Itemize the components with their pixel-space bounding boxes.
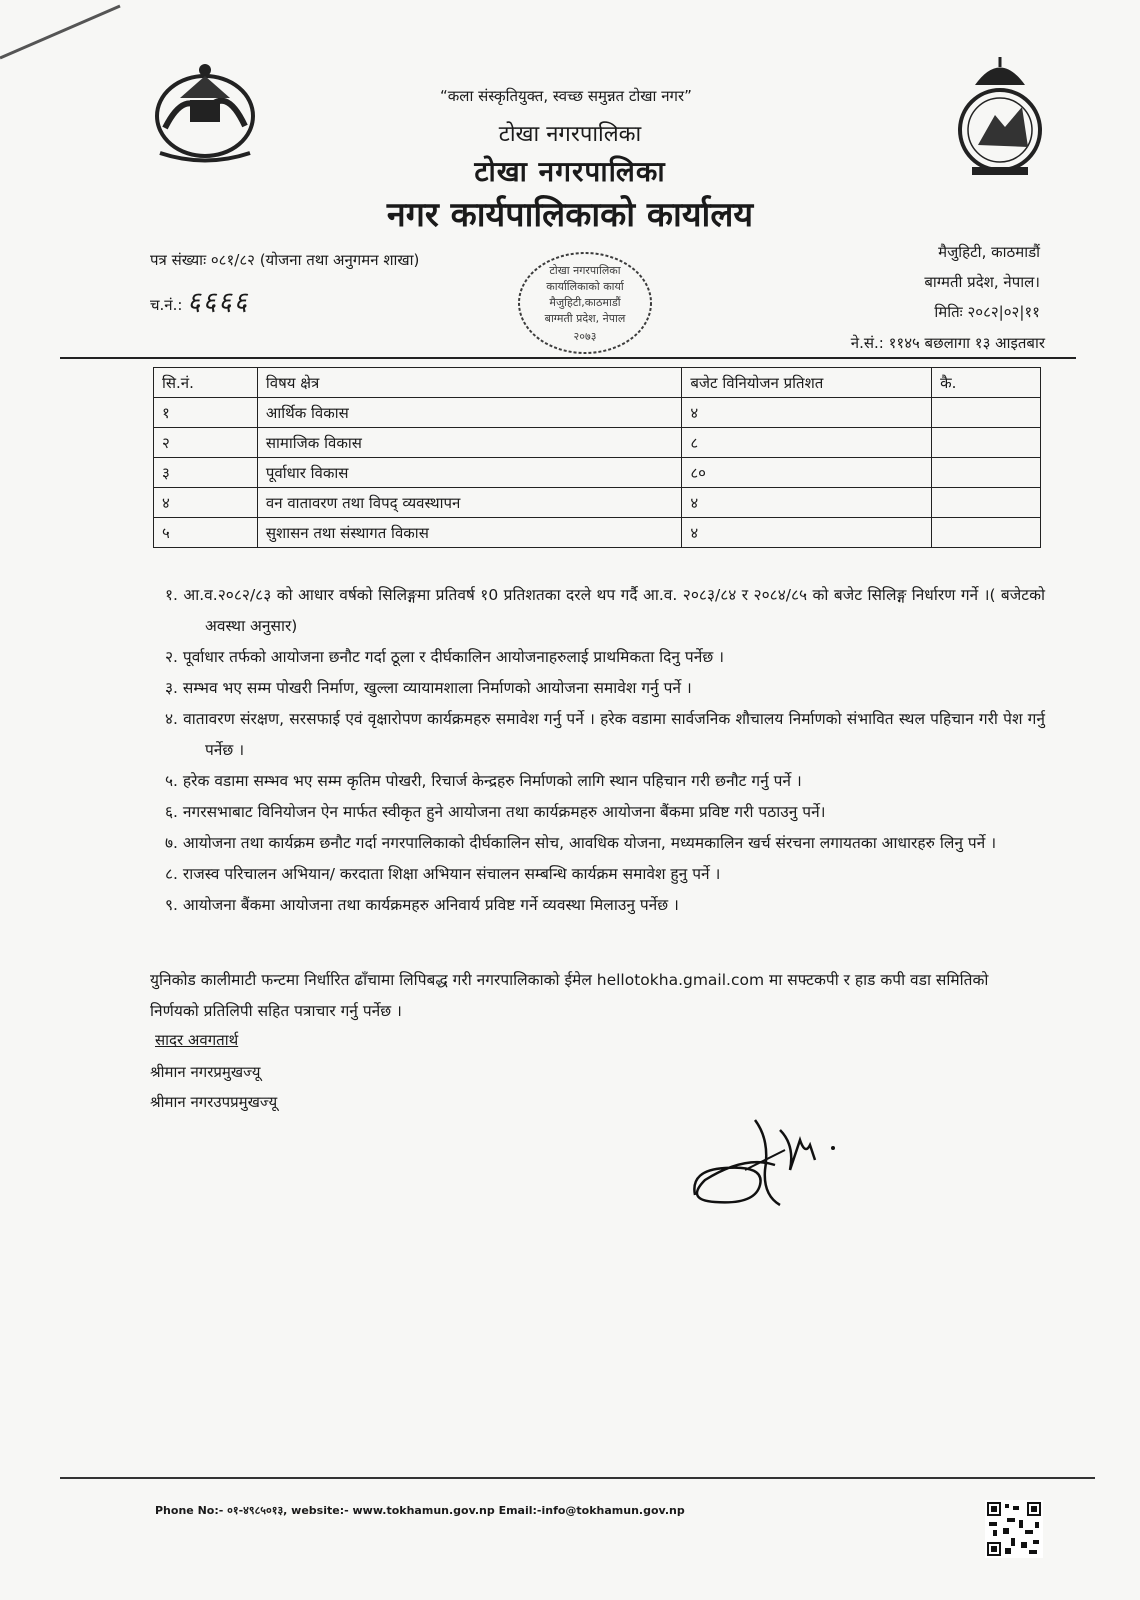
instruction-item: ६. नगरसभाबाट विनियोजन ऐन मार्फत स्वीकृत हुने आयोजना तथा कार्यक्रमहरु आयोजना बैंकमा प्रविष्ट गरी पठाउनु पर्ने। xyxy=(165,803,826,821)
cell-budget-percent: ४ xyxy=(682,398,932,428)
instruction-item: ४. वातावरण संरक्षण, सरसफाई एवं वृक्षारोपण कार्यक्रमहरु समावेश गर्नु पर्ने । हरेक वडामा सार्वजनिक शौचालय निर्माणको संभावित स्थल पहिचान गरी पेश गर्नु पर्नेछ । xyxy=(165,710,1045,759)
signature-icon xyxy=(685,1110,855,1220)
table-header-row xyxy=(154,368,1041,398)
column-header-budget-percent: बजेट विनियोजन प्रतिशत xyxy=(682,368,932,398)
cc-recipient: श्रीमान नगरप्रमुखज्यू xyxy=(150,1063,261,1081)
instruction-item: ३. सम्भव भए सम्म पोखरी निर्माण, खुल्ला व्यायामशाला निर्माणको आयोजना समावेश गर्नु पर्ने । xyxy=(165,679,692,697)
instruction-item: ९. आयोजना बैंकमा आयोजना तथा कार्यक्रमहरु अनिवार्य प्रविष्ट गर्ने व्यवस्था मिलाउनु पर्नेछ । xyxy=(165,896,679,914)
instructions-list xyxy=(165,580,1045,921)
cell-sector: सामाजिक विकास xyxy=(257,428,681,458)
stamp-line: टोखा नगरपालिका xyxy=(549,264,621,277)
instruction-item: २. पूर्वाधार तर्फको आयोजना छनौट गर्दा ठूला र दीर्घकालिन आयोजनाहरुलाई प्राथमिकता दिनु पर्नेछ । xyxy=(165,648,724,666)
table-row xyxy=(154,458,1041,488)
header-divider xyxy=(60,357,1076,359)
cell-budget-percent: ४ xyxy=(682,518,932,548)
table-row xyxy=(154,398,1041,428)
table-row xyxy=(154,428,1041,458)
cc-recipient: श्रीमान नगरउपप्रमुखज्यू xyxy=(150,1093,278,1111)
dispatch-number: ६६६६ xyxy=(187,287,250,317)
cell-sector: सुशासन तथा संस्थागत विकास xyxy=(257,518,681,548)
cell-serial: ५ xyxy=(154,518,258,548)
municipality-motto: “कला संस्कृतियुक्त, स्वच्छ समुन्नत टोखा नगर” xyxy=(440,87,692,105)
cell-budget-percent: ८ xyxy=(682,428,932,458)
dispatch-label: च.नं.: xyxy=(150,296,183,314)
cell-sector: पूर्वाधार विकास xyxy=(257,458,681,488)
budget-allocation-table xyxy=(153,367,1041,548)
closing-paragraph: युनिकोड कालीमाटी फन्टमा निर्धारित ढाँचामा लिपिबद्ध गरी नगरपालिकाको ईमेल hellotokha.gmail.com मा सफ्टकपी र हाड कपी वडा समितिको निर्णयको प्रतिलिपी सहित पत्राचार गर्नु पर्नेछ । xyxy=(150,971,989,1020)
cell-remarks xyxy=(932,488,1041,518)
stamp-line: मैजुहिटी,काठमाडौं xyxy=(549,296,621,309)
footer-divider xyxy=(60,1477,1095,1479)
cell-remarks xyxy=(932,398,1041,428)
stamp-line: बाग्मती प्रदेश, नेपाल xyxy=(544,312,626,325)
table-row xyxy=(154,518,1041,548)
cell-remarks xyxy=(932,518,1041,548)
letter-date: मितिः २०८२|०२|११ xyxy=(934,303,1040,321)
scan-corner-mark xyxy=(0,0,130,60)
instruction-item: ८. राजस्व परिचालन अभियान/ करदाता शिक्षा अभियान संचालन सम्बन्धि कार्यक्रम समावेश हुनु पर्ने । xyxy=(165,865,721,883)
dispatch-row xyxy=(150,282,249,318)
footer-contact: Phone No:- ०१-४९८५०१३, website:- www.tokhamun.gov.np Email:-info@tokhamun.gov.np xyxy=(155,1504,685,1517)
instruction-item: १. आ.व.२०८२/८३ को आधार वर्षको सिलिङ्गमा प्रतिवर्ष १0 प्रतिशतका दरले थप गर्दै आ.व. २०८३/८४ र २०८४/८५ को बजेट सिलिङ्ग निर्धारण गर्ने ।( बजेटको अवस्था अनुसार) xyxy=(165,586,1045,635)
cell-budget-percent: ४ xyxy=(682,488,932,518)
cell-serial: ३ xyxy=(154,458,258,488)
municipality-name-handwritten: टोखा नगरपालिका xyxy=(474,155,666,188)
municipality-name: टोखा नगरपालिका xyxy=(498,122,642,147)
cc-heading: सादर अवगतार्थ xyxy=(155,1031,239,1049)
table-row xyxy=(154,488,1041,518)
office-title: नगर कार्यपालिकाको कार्यालय xyxy=(386,195,754,235)
column-header-serial: सि.नं. xyxy=(154,368,258,398)
address-line-1: मैजुहिटी, काठमाडौं xyxy=(938,243,1040,261)
nepal-samvat-date: ने.सं.: ११४५ बछलागा १३ आइतबार xyxy=(850,334,1045,352)
qr-code-icon xyxy=(985,1500,1043,1558)
address-line-2: बाग्मती प्रदेश, नेपाल। xyxy=(924,273,1040,291)
cell-remarks xyxy=(932,458,1041,488)
cell-serial: १ xyxy=(154,398,258,428)
cell-budget-percent: ८० xyxy=(682,458,932,488)
instruction-item: ७. आयोजना तथा कार्यक्रम छनौट गर्दा नगरपालिकाको दीर्घकालिन सोच, आवधिक योजना, मध्यमकालिन खर्च संरचना लगायतका आधारहरु लिनु पर्ने । xyxy=(165,834,997,852)
reference-number: पत्र संख्याः ०८१/८२ (योजना तथा अनुगमन शाखा) xyxy=(150,251,420,269)
cell-sector: वन वातावरण तथा विपद् व्यवस्थापन xyxy=(257,488,681,518)
stamp-line: २०७३ xyxy=(573,330,597,343)
instruction-item: ५. हरेक वडामा सम्भव भए सम्म कृतिम पोखरी, रिचार्ज केन्द्रहरु निर्माणको लागि स्थान पहिचान गरी छनौट गर्नु पर्ने । xyxy=(165,772,802,790)
stamp-line: कार्यालिकाको कार्या xyxy=(546,280,624,293)
column-header-sector: विषय क्षेत्र xyxy=(257,368,681,398)
cell-serial: ४ xyxy=(154,488,258,518)
cell-remarks xyxy=(932,428,1041,458)
cell-sector: आर्थिक विकास xyxy=(257,398,681,428)
column-header-remarks: कै. xyxy=(932,368,1041,398)
cell-serial: २ xyxy=(154,428,258,458)
office-stamp-icon xyxy=(515,248,655,358)
